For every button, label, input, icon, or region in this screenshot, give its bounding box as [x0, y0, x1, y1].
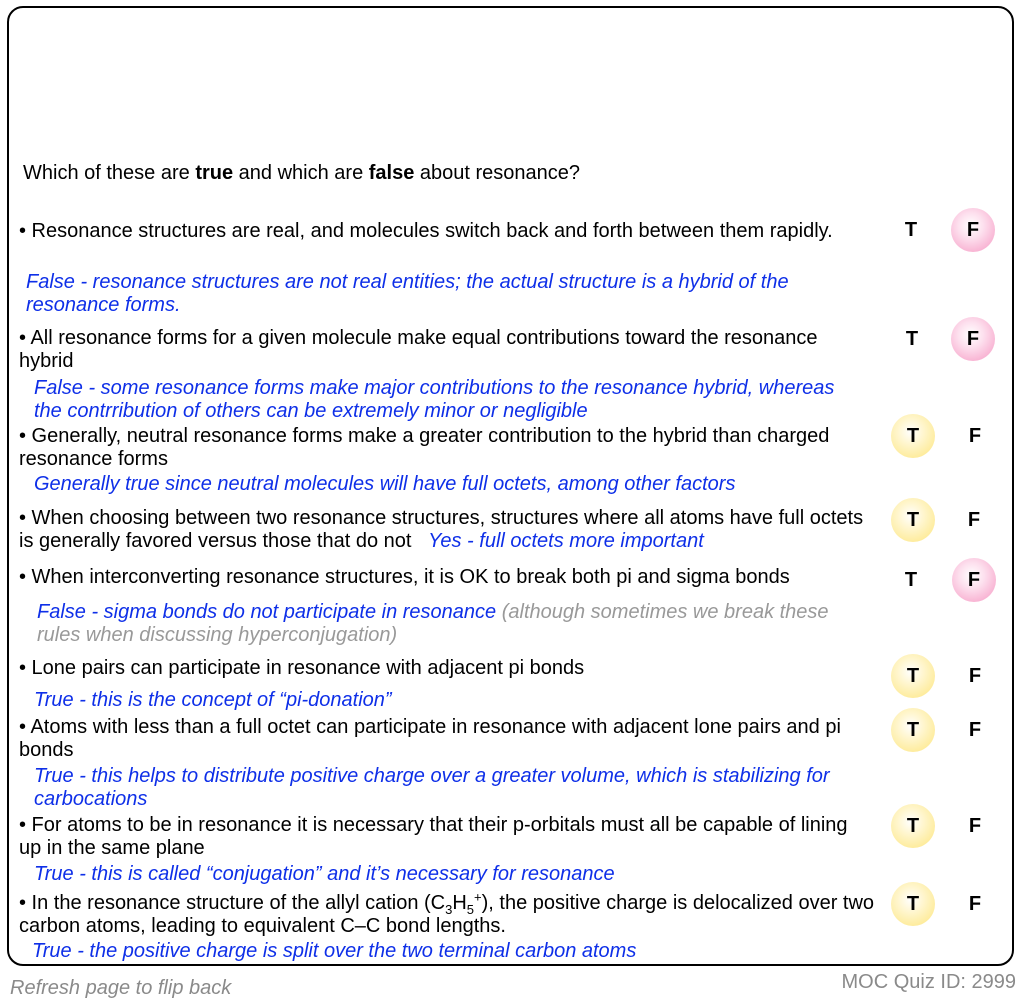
statement-4: • When choosing between two resonance structures, structures where all atoms have full octets is generally favored versus those that do not Yes - full octets more important	[19, 507, 864, 552]
statement-7: • Atoms with less than a full octet can participate in resonance with adjacent lone pairs and pi bonds	[19, 716, 841, 761]
true-button-5[interactable]: T	[904, 568, 918, 591]
explanation-4: Yes - full octets more important	[428, 530, 704, 552]
question-prompt: Which of these are true and which are false about resonance?	[23, 162, 581, 184]
explanation-9: True - the positive charge is split over the two terminal carbon atoms	[32, 940, 637, 962]
statement-8: • For atoms to be in resonance it is necessary that their p-orbitals must all be capable of lining up in the same plane	[19, 814, 848, 859]
quiz-id: MOC Quiz ID: 2999	[841, 971, 1016, 993]
statement-3: • Generally, neutral resonance forms make a greater contribution to the hybrid than charged resonance forms	[19, 425, 830, 470]
false-button-9[interactable]: F	[968, 892, 982, 915]
true-button-9[interactable]: T	[891, 882, 935, 926]
statement-2: • All resonance forms for a given molecule make equal contributions toward the resonance hybrid	[19, 327, 818, 372]
true-button-6[interactable]: T	[891, 654, 935, 698]
explanation-7: True - this helps to distribute positive charge over a greater volume, which is stabilizing for carbocations	[34, 765, 830, 810]
statement-9: • In the resonance structure of the allyl cation $(C_3H_5^+)$, the positive charge is delocalized over two carbon atoms, leading to equivalent C–C bond lengths.	[19, 889, 875, 937]
statement-5: • When interconverting resonance structures, it is OK to break both pi and sigma bonds	[19, 566, 790, 588]
explanation-1: False - resonance structures are not real entities; the actual structure is a hybrid of the resonance forms.	[26, 271, 789, 316]
explanation-note-5: (although sometimes we break these rules when discussing hyperconjugation)	[37, 601, 829, 646]
explanation-6: True - this is the concept of “pi-donation”	[34, 689, 392, 711]
true-button-3[interactable]: T	[891, 414, 935, 458]
true-button-8[interactable]: T	[891, 804, 935, 848]
false-button-3[interactable]: F	[968, 424, 982, 447]
false-button-2[interactable]: F	[951, 317, 995, 361]
explanation-2: False - some resonance forms make major contributions to the resonance hybrid, whereas the contrribution of others can be extremely minor or negligible	[34, 377, 835, 422]
false-button-5[interactable]: F	[952, 558, 996, 602]
true-button-1[interactable]: T	[904, 218, 918, 241]
explanation-3: Generally true since neutral molecules will have full octets, among other factors	[34, 473, 736, 495]
false-button-1[interactable]: F	[951, 208, 995, 252]
false-button-7[interactable]: F	[968, 718, 982, 741]
explanation-8: True - this is called “conjugation” and it’s necessary for resonance	[34, 863, 615, 885]
true-button-2[interactable]: T	[905, 327, 919, 350]
refresh-hint: Refresh page to flip back	[10, 977, 232, 999]
statement-1: • Resonance structures are real, and molecules switch back and forth between them rapidly.	[19, 220, 833, 242]
false-button-8[interactable]: F	[968, 814, 982, 837]
false-button-6[interactable]: F	[968, 664, 982, 687]
explanation-5: False - sigma bonds do not participate in resonance (although sometimes we break these rules when discussing hyperconjugation)	[37, 601, 829, 646]
false-button-4[interactable]: F	[967, 508, 981, 531]
true-button-4[interactable]: T	[891, 498, 935, 542]
true-button-7[interactable]: T	[891, 708, 935, 752]
statement-6: • Lone pairs can participate in resonance with adjacent pi bonds	[19, 657, 585, 679]
